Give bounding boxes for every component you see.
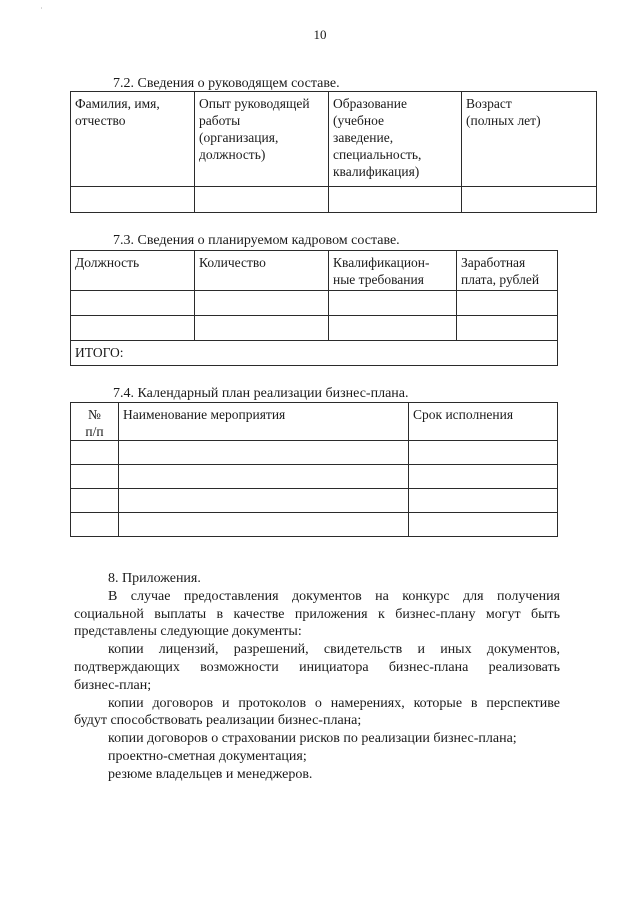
header-cell: Срок исполнения xyxy=(409,403,558,441)
table-header-row xyxy=(71,403,558,441)
total-label: ИТОГО: xyxy=(71,341,558,366)
intro-line: социальной выплаты в качестве приложения к бизнес-плану могут быть xyxy=(74,606,560,622)
header-cell: Количество xyxy=(195,251,329,291)
header-cell: Наименование мероприятия xyxy=(119,403,409,441)
staff-table xyxy=(70,250,558,366)
list-item: подтверждающих возможности инициатора бизнес-плана реализовать xyxy=(74,659,560,675)
list-item: будут способствовать реализации бизнес-плана; xyxy=(74,713,362,729)
table-row xyxy=(71,441,558,465)
table-row xyxy=(71,489,558,513)
appendices-section xyxy=(74,570,560,784)
table-row xyxy=(71,316,558,341)
calendar-plan-table xyxy=(70,402,558,537)
header-cell: Возраст (полных лет) xyxy=(462,92,597,187)
table-row xyxy=(71,513,558,537)
list-item: проектно-сметная документация; xyxy=(108,748,307,764)
header-cell: Квалификацион- ные требования xyxy=(329,251,457,291)
header-cell: Опыт руководящей работы (организация, должность) xyxy=(195,92,329,187)
list-item: копии договоров о страховании рисков по реализации бизнес-плана; xyxy=(108,731,517,747)
section-7-4-caption: 7.4. Календарный план реализации бизнес-плана. xyxy=(113,386,409,401)
table-row xyxy=(71,187,597,213)
table-header-row xyxy=(71,251,558,291)
intro-line: В случае предоставления документов на конкурс для получения xyxy=(108,588,560,604)
table-row xyxy=(71,465,558,489)
table-header-row xyxy=(71,92,597,187)
header-cell: Фамилия, имя, отчество xyxy=(71,92,195,187)
table-row xyxy=(71,291,558,316)
management-table xyxy=(70,91,597,213)
header-cell: Должность xyxy=(71,251,195,291)
list-item: бизнес-план; xyxy=(74,677,152,693)
total-row xyxy=(71,341,558,366)
section-8-heading: 8. Приложения. xyxy=(108,571,201,586)
list-item: копии договоров и протоколов о намерениях, которые в перспективе xyxy=(108,695,560,711)
section-7-3-caption: 7.3. Сведения о планируемом кадровом составе. xyxy=(113,233,400,248)
header-cell: № п/п xyxy=(71,403,119,441)
header-cell: Образование (учебное заведение, специальность, квалификация) xyxy=(329,92,462,187)
page-number: 10 xyxy=(313,27,327,42)
intro-line: представлены следующие документы: xyxy=(74,624,302,640)
list-item: копии лицензий, разрешений, свидетельств и иных документов, xyxy=(108,642,560,658)
header-cell: Заработная плата, рублей xyxy=(457,251,558,291)
list-item: резюме владельцев и менеджеров. xyxy=(108,766,313,782)
scan-mark: ˙ xyxy=(40,6,43,16)
section-7-2-caption: 7.2. Сведения о руководящем составе. xyxy=(113,76,340,91)
